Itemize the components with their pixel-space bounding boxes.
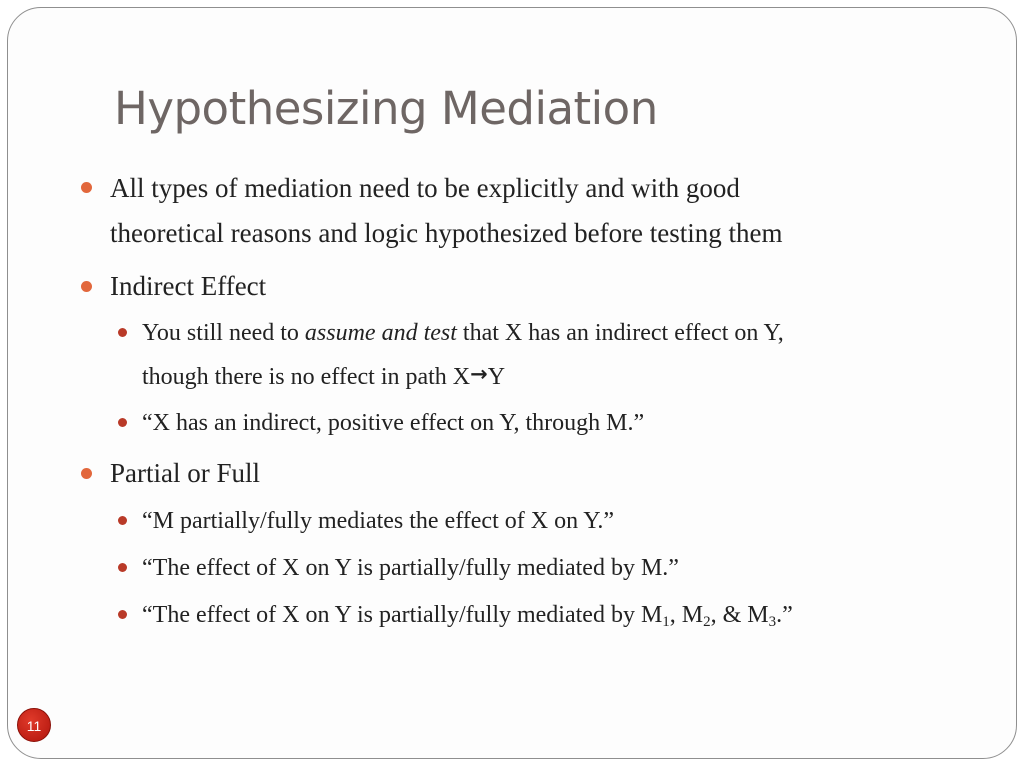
sub-bullet-partial-2: “The effect of X on Y is partially/fully mediated by M.” — [142, 555, 679, 581]
arrow-right-icon: → — [470, 362, 488, 386]
sub-bullet-partial-3 — [142, 593, 793, 637]
subscript: 2 — [703, 614, 711, 630]
sub-bullet-indirect-quote: “X has an indirect, positive effect on Y, through M.” — [142, 410, 645, 436]
sub-bullet-text: .” — [776, 602, 793, 628]
sub-bullet-dot — [118, 418, 127, 427]
subscript: 3 — [768, 614, 777, 630]
bullet-dot — [81, 281, 92, 292]
slide-title: Hypothesizing Mediation — [114, 82, 658, 135]
sub-bullet-partial-1: “M partially/fully mediates the effect of X on Y.” — [142, 508, 615, 534]
bullet-types-line1: All types of mediation need to be explicitly and with good — [110, 173, 740, 203]
sub-bullet-text: though there is no effect in path X — [142, 364, 471, 390]
sub-bullet-dot — [118, 610, 127, 619]
page-number-badge: 11 — [17, 708, 51, 742]
sub-bullet-dot — [118, 516, 127, 525]
sub-bullet-indirect-assume — [142, 311, 784, 355]
sub-bullet-text: that X has an indirect effect on Y, — [456, 320, 784, 346]
bullet-types-line2: theoretical reasons and logic hypothesized before testing them — [110, 218, 783, 248]
sub-bullet-text: Y — [487, 364, 506, 390]
bullet-partial-heading: Partial or Full — [110, 458, 260, 488]
sub-bullet-text: “The effect of X on Y is partially/fully mediated by M — [142, 602, 663, 628]
sub-bullet-text: , & M — [710, 602, 769, 628]
bullet-dot — [81, 182, 92, 193]
sub-bullet-indirect-assume-line2 — [142, 355, 505, 399]
bullet-indirect-heading: Indirect Effect — [110, 271, 267, 301]
subscript: 1 — [662, 614, 670, 630]
sub-bullet-dot — [118, 563, 127, 572]
bullet-dot — [81, 468, 92, 479]
sub-bullet-text: , M — [669, 602, 704, 628]
sub-bullet-text: You still need to — [142, 320, 305, 346]
italic-emphasis: assume and test — [304, 320, 457, 346]
sub-bullet-dot — [118, 328, 127, 337]
